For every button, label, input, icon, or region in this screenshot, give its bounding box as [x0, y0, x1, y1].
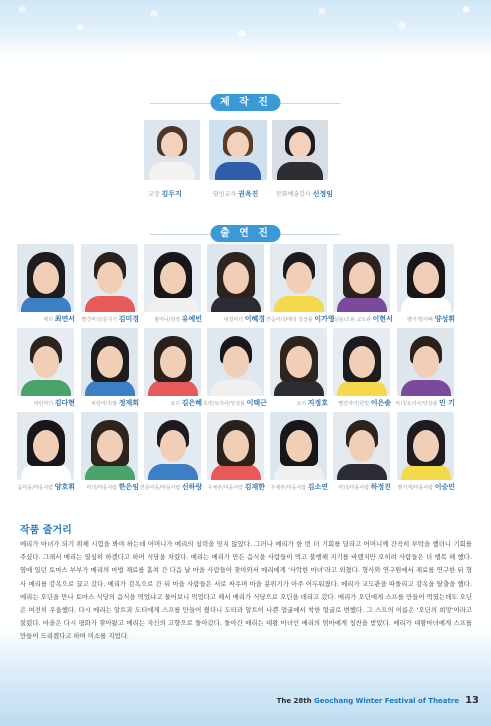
cast-photo — [207, 244, 264, 312]
cast-caption — [13, 314, 75, 324]
synopsis-text: 메리가 마녀가 되기 위해 시험을 봐야 하는데 어머니가 메리의 실력을 믿지 않았다. 그러나 메리가 한 번 더 기회를 달라고 어머니께 간곡히 부탁을 했더니 기회를 주셨다. 그래서 메리는 열심히 하겠다고 하며 식당을 차렸다. 메리는 메리가 만든 음식을 사람들이 먹고 불행해 지기를 바랬지만 오히려 사람들은 더 행복 해 했다. 옆에 있던 토마스 부부가 메리의 마법 재료를 훔쳐 간 다음 날 마을 사람들이 찾아와서 메리에게 '사악한 마녀'라고 외쳤다. 형사와 연구원에서 재료를 연구한 뒤 형사 메리를 감옥으로 끌고 갔다. 메리가 감옥으로 간 뒤 마을 사람들은 서로 싸우며 마을 분위기가 아주 어두워졌다. 메리가 교도관을 따돌리고 감옥을 탈출을 했다. 메리는 오딘을 만나 토마스 식당의 음식을 먹었냐고 물어보니 먹었다고 해서 메리가 식당으로 오딘을 데리고 갔다. 메리가 오딘에게 스프를 만들어 먹였는데도 오딘은 여전히 우울했다. 다시 메리는 알트과 도티에게 스프를 만들어 줬더니 도티과 알트이 나쁜 얼굴에서 착한 얼굴로 변했다. 그 스프의 이름은 '오딘의 희망'이라고 불렸다. 마을은 다시 평화가 찾아왔고 메리는 자신의 고향으로 돌아갔다. 돌아간 메리는 대왕 마녀인 메리의 엄마에게 칭찬을 받았다. 메리가 대왕마녀에게 스프를 만들어 드리겠다고 하며 미소를 지었다. — [20, 540, 472, 641]
cast-role: 마녀/마을사람 — [86, 485, 119, 491]
cast-section-title: 출 연 진 — [210, 225, 281, 242]
snowflake-icon: ✻ — [398, 21, 407, 32]
cast-role: 빵가게/아빠 — [407, 317, 435, 323]
cast-photo — [333, 412, 390, 480]
cast-photo — [81, 244, 138, 312]
cast-caption — [77, 398, 139, 408]
snowflake-icon: ✽ — [462, 5, 471, 16]
staff-caption — [276, 189, 333, 199]
cast-caption — [203, 482, 265, 492]
top-winter-band — [0, 0, 491, 58]
cast-photo — [17, 244, 74, 312]
cast-photo — [81, 328, 138, 396]
cast-name: 김다현 — [54, 399, 75, 407]
snowflake-icon: ✻ — [150, 9, 159, 20]
cast-photo — [270, 412, 327, 480]
cast-name: 최연서 — [54, 315, 75, 323]
cast-photo — [397, 244, 454, 312]
staff-name: 신정임 — [312, 190, 333, 198]
cast-photo — [17, 412, 74, 480]
cast-caption — [140, 482, 202, 492]
cast-name: 이택근 — [246, 399, 267, 407]
cast-caption — [203, 314, 265, 324]
cast-role: 견습마녀/메리 앙상블 — [266, 317, 315, 323]
cast-name: 신하랑 — [181, 483, 203, 491]
cast-name: 김소연 — [307, 483, 328, 491]
cast-role: 대장마녀 — [223, 317, 245, 323]
staff-role: 담임교사 — [213, 191, 239, 198]
page-number: 13 — [465, 695, 479, 706]
cast-role: 연못마을/마을사람 — [140, 485, 182, 491]
cast-name: 유예빈 — [181, 315, 202, 323]
staff-photo — [272, 120, 328, 180]
cast-caption — [266, 482, 328, 492]
cast-role: 할머니/원장 — [154, 317, 182, 323]
staff-caption — [213, 189, 258, 199]
cast-role: 요리 — [170, 401, 182, 407]
cast-name: 이혜경 — [244, 315, 265, 323]
cast-caption — [77, 482, 139, 492]
snowflake-icon: ✼ — [76, 23, 85, 34]
footer-prefix: The 28th — [276, 697, 315, 705]
cast-role: 우체부/마을사람 — [270, 485, 308, 491]
staff-role: 문화예술강사 — [276, 191, 313, 198]
cast-role: 빨간마녀/문지기 — [81, 317, 119, 323]
snowflake-icon: ✽ — [238, 29, 247, 40]
staff-name: 권옥진 — [238, 190, 259, 198]
cast-role: 메리 — [43, 317, 55, 323]
cast-name: 양호휘 — [54, 483, 75, 491]
page-footer — [277, 695, 479, 706]
cast-caption — [393, 482, 455, 492]
cast-role: 우체부/마을사람 — [207, 485, 245, 491]
cast-name: 정재희 — [118, 399, 139, 407]
cast-caption — [13, 398, 75, 408]
cast-role: 앙상블/조용 교도관 — [329, 317, 373, 323]
cast-photo — [397, 328, 454, 396]
cast-name: 김은혜 — [181, 399, 202, 407]
cast-photo — [333, 244, 390, 312]
cast-role: 파랑마녀/왕 — [91, 401, 119, 407]
cast-caption — [140, 314, 202, 324]
cast-role: 파란마녀 — [33, 401, 55, 407]
cast-caption — [393, 398, 455, 408]
cast-name: 이승민 — [434, 483, 455, 491]
snowflake-icon: ✼ — [318, 7, 327, 18]
staff-name: 김두지 — [161, 190, 182, 198]
cast-role: 빵가게/마을사람 — [397, 485, 435, 491]
cast-name: 양성휘 — [434, 315, 455, 323]
footer-festival-name: Geochang Winter Festival of Theatre — [314, 697, 460, 705]
cast-role: 토끼 — [296, 401, 308, 407]
cast-photo — [397, 412, 454, 480]
cast-name: 김미경 — [118, 315, 139, 323]
cast-caption — [266, 398, 328, 408]
cast-photo — [81, 412, 138, 480]
staff-caption — [148, 189, 182, 199]
cast-name: 민 기 — [439, 399, 455, 407]
cast-photo — [207, 412, 264, 480]
cast-caption — [393, 314, 455, 324]
cast-role: 마녀/요리사/앙상블 — [395, 401, 440, 407]
cast-photo — [144, 328, 201, 396]
cast-role: 빨간마녀/한빛 — [338, 401, 371, 407]
cast-caption — [329, 398, 391, 408]
staff-role: 교장 — [148, 191, 162, 198]
cast-photo — [270, 244, 327, 312]
cast-photo — [207, 328, 264, 396]
cast-role: 곰마을/마을사람 — [17, 485, 55, 491]
cast-name: 하정진 — [370, 483, 391, 491]
cast-photo — [144, 244, 201, 312]
cast-name: 한은임 — [118, 483, 139, 491]
snowflake-icon: ✻ — [18, 5, 27, 16]
cast-photo — [17, 328, 74, 396]
cast-name: 이가영 — [314, 315, 335, 323]
cast-caption — [203, 398, 265, 408]
staff-section-title: 제 작 진 — [210, 94, 281, 111]
cast-photo — [144, 412, 201, 480]
cast-role: 호빗/요리사/앙상블 — [203, 401, 247, 407]
cast-caption — [329, 482, 391, 492]
cast-caption — [77, 314, 139, 324]
cast-caption — [140, 398, 202, 408]
cast-name: 김재한 — [244, 483, 265, 491]
staff-photo — [209, 120, 267, 180]
cast-name: 지정호 — [307, 399, 328, 407]
cast-caption — [13, 482, 75, 492]
staff-photo — [144, 120, 200, 180]
cast-name: 이현서 — [372, 315, 393, 323]
cast-name: 이은솔 — [370, 399, 391, 407]
cast-photo — [270, 328, 327, 396]
cast-caption — [329, 314, 391, 324]
cast-photo — [333, 328, 390, 396]
synopsis-title: 작품 줄거리 — [20, 525, 72, 536]
cast-caption — [266, 314, 335, 324]
cast-role: 마녀/마을사람 — [338, 485, 371, 491]
